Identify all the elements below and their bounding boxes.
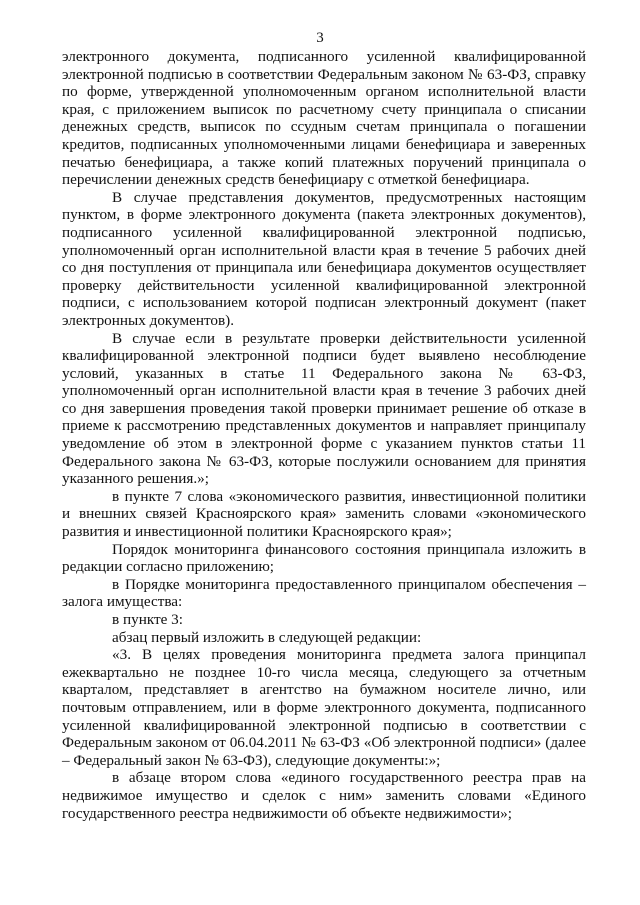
page-number: 3: [316, 30, 324, 46]
paragraph-signature-check: В случае если в результате проверки действительности усиленной квалифицированной электронной подписи будет выявлено несоблюдение условий, указанных в статье 11 Федерального закона № 63-ФЗ, уполномоченный орган исполнительной власти края в течение 3 рабочих дней со дня завершения проведения такой проверки принимает решение об отказе в приеме к рассмотрению представленных документов и направляет принципалу уведомление об этом в электронной форме с указанием пунктов статьи 11 Федерального закона № 63-ФЗ, которые послужили основанием для принятия указанного решения.»;: [62, 329, 586, 488]
paragraph-point-7: в пункте 7 слова «экономического развития, инвестиционной политики и внешних связей Красноярского края» заменить словами «экономического развития и инвестиционной политики Красноярского края»;: [62, 487, 586, 541]
paragraph-continuation: электронного документа, подписанного усиленной квалифицированной электронной подписью в соответствии Федеральным законом № 63-ФЗ, справку по форме, утвержденной уполномоченным органом исполнительной власти края, с приложением выписок по расчетному счету принципала о списании денежных средств, выписок по ссудным счетам принципала о погашении кредитов, подписанных уполномоченными лицами бенефициара и заверенных печатью бенефициара, а также копий платежных поручений принципала о перечислении денежных средств бенефициару с отметкой бенефициара.: [62, 48, 586, 189]
paragraph-point-3: в пункте 3:: [112, 611, 183, 628]
paragraph-second-abzac: в абзаце втором слова «единого государственного реестра прав на недвижимое имущество и сделок с ним» заменить словами «Единого государственного реестра недвижимости об объекте недвижимости»;: [62, 769, 586, 822]
paragraph-electronic-documents: В случае представления документов, предусмотренных настоящим пунктом, в форме электронного документа (пакета электронных документов), подписанного усиленной квалифицированной электронной подписью, уполномоченный орган исполнительной власти края в течение 5 рабочих дней со дня поступления от принципала или бенефициара документов осуществляет проверку действительности усиленной квалифицированной электронной подписи, с использованием которой подписан электронный документ (пакет электронных документов).: [62, 188, 586, 329]
paragraph-quote-3: «3. В целях проведения мониторинга предмета залога принципал ежеквартально не позднее 10-го числа месяца, следующего за отчетным кварталом, представляет в агентство на бумажном носителе лично, или почтовым отправлением, или в форме электронного документа, подписанного усиленной квалифицированной электронной подписью в соответствии с Федеральным законом от 06.04.2011 № 63-ФЗ «Об электронной подписи» (далее – Федеральный закон № 63-ФЗ), следующие документы:»;: [62, 646, 586, 769]
paragraph-monitoring-order: Порядок мониторинга финансового состояния принципала изложить в редакции согласно приложению;: [62, 540, 586, 576]
document-body: [62, 48, 586, 822]
paragraph-collateral-order: в Порядке мониторинга предоставленного принципалом обеспечения – залога имущества:: [62, 575, 586, 611]
paragraph-first-abzac: абзац первый изложить в следующей редакции:: [112, 628, 422, 646]
